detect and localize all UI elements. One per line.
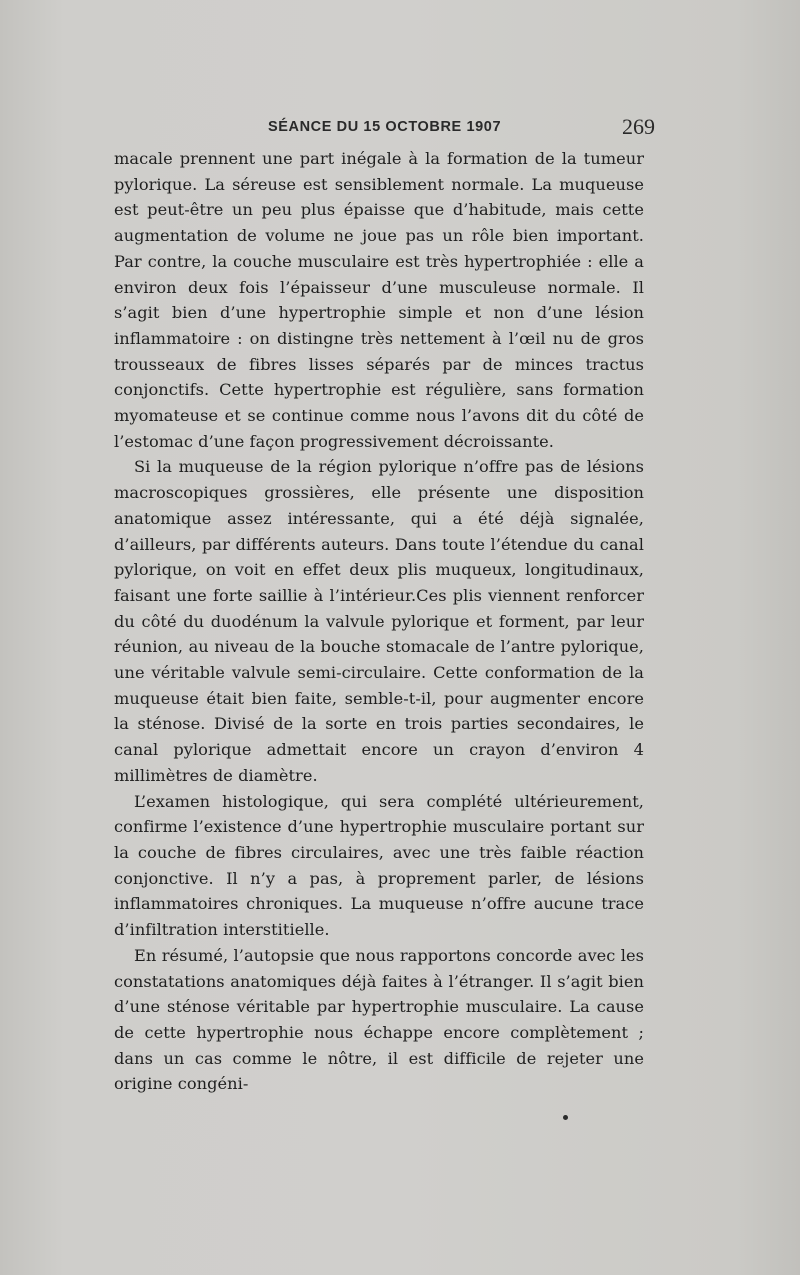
paragraph-resume: En résumé, l’autopsie que nous rapportons concorde avec les constatations anatomiques déjà faites à l’étranger. Il s’agit bien d’une sténose véritable par hypertrophie musculaire. La cause de cette hypertrophie nous échappe encore complètement ; dans un cas comme le nôtre, il est difficile de rejeter une origine congéni- xyxy=(114,945,644,1094)
page-number: 269 xyxy=(622,114,655,139)
ink-speck xyxy=(563,1115,568,1120)
page-header xyxy=(110,112,655,142)
running-head: SÉANCE DU 15 OCTOBRE 1907 xyxy=(268,119,502,135)
paragraph-histologique: L’examen histologique, qui sera complété ultérieurement, confirme l’existence d’une hypertrophie musculaire portant sur la couche de fibres circulaires, avec une très faible réaction conjonctive. Il n’y a pas, à proprement parler, de lésions inflammatoires chroniques. La muqueuse n’offre aucune trace d’infiltration interstitielle. xyxy=(114,791,644,940)
paragraph-muqueuse: Si la muqueuse de la région pylorique n’offre pas de lésions macroscopiques grossières, elle présente une disposition anatomique assez intéressante, qui a été déjà signalée, d’ailleurs, par différents auteurs. Dans toute l’étendue du canal pylorique, on voit en effet deux plis muqueux, longitudinaux, faisant une forte saillie à l’intérieur.Ces plis viennent renforcer du côté du duodénum la valvule pylorique et forment, par leur réunion, au niveau de la bouche stomacale de l’antre pylorique, une véritable valvule semi-circulaire. Cette conformation de la muqueuse était bien faite, semble-t-il, pour augmenter encore la sténose. Divisé de la sorte en trois parties secondaires, le canal pylorique admettait encore un crayon d’environ 4 millimètres de diamètre. xyxy=(114,457,644,785)
paragraph-continuation: macale prennent une part inégale à la formation de la tumeur pylorique. La séreuse est sensiblement normale. La muqueuse est peut-être un peu plus épaisse que d’habitude, mais cette augmentation de volume ne joue pas un rôle bien important. Par contre, la couche musculaire est très hypertrophiée : elle a environ deux fois l’épaisseur d’une musculeuse normale. Il s’agit bien d’une hypertrophie simple et non d’une lésion inflammatoire : on distingne très nettement à l’œil nu de gros trousseaux de fibres lisses séparés par de minces tractus conjonctifs. Cette hypertrophie est régulière, sans formation myomateuse et se continue comme nous l’avons dit du côté de l’estomac d’une façon progressivement décroissante. xyxy=(114,149,644,451)
body-text xyxy=(114,146,644,1097)
